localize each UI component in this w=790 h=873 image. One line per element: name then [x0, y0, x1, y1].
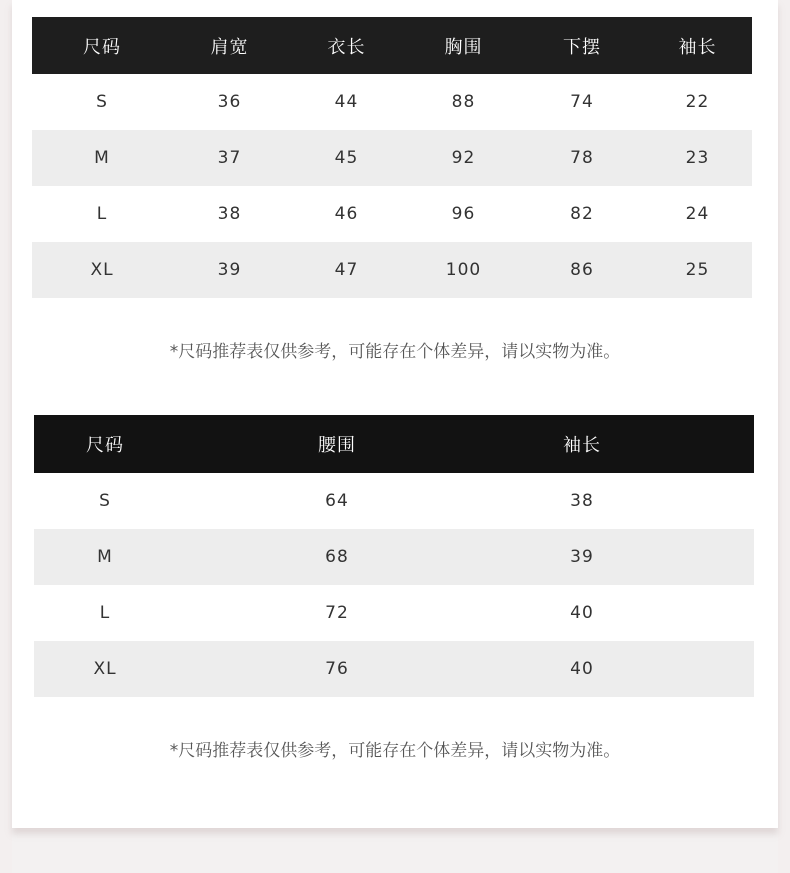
top-size-table	[32, 17, 752, 298]
page-margin-right	[778, 0, 790, 873]
header-size: 尺码	[86, 435, 124, 456]
cell-size: S	[34, 473, 176, 529]
page-margin-left	[0, 0, 12, 873]
table-header-row	[34, 415, 754, 473]
size-chart-card	[12, 0, 778, 828]
cell-chest: 96	[406, 186, 521, 242]
table-row	[32, 74, 752, 130]
cell-waist: 72	[176, 585, 498, 641]
header-sleeve-length: 袖长	[563, 435, 601, 456]
cell-hem: 82	[521, 186, 643, 242]
cell-spacer	[666, 529, 754, 585]
table-row	[32, 186, 752, 242]
header-size: 尺码	[83, 36, 121, 58]
cell-sleeve-length: 24	[643, 186, 752, 242]
cell-waist: 76	[176, 641, 498, 697]
bottom-size-table	[34, 415, 754, 697]
header-chest: 胸围	[444, 36, 483, 58]
cell-garment-length: 44	[287, 74, 406, 130]
cell-size: M	[32, 130, 172, 186]
table-row	[34, 473, 754, 529]
cell-size: XL	[34, 641, 176, 697]
header-waist: 腰围	[318, 435, 356, 456]
cell-garment-length: 45	[287, 130, 406, 186]
cell-sleeve-length: 40	[498, 641, 666, 697]
size-disclaimer-note: *尺码推荐表仅供参考，可能存在个体差异，请以实物为准。	[169, 741, 621, 761]
cell-size: S	[32, 74, 172, 130]
cell-hem: 86	[521, 242, 643, 298]
cell-sleeve-length: 38	[498, 473, 666, 529]
header-garment-length: 衣长	[327, 36, 366, 58]
cell-chest: 92	[406, 130, 521, 186]
cell-shoulder-width: 36	[172, 74, 287, 130]
cell-garment-length: 46	[287, 186, 406, 242]
table-row	[32, 130, 752, 186]
cell-size: L	[34, 585, 176, 641]
cell-size: M	[34, 529, 176, 585]
cell-sleeve-length: 40	[498, 585, 666, 641]
header-hem: 下摆	[563, 36, 601, 58]
cell-waist: 64	[176, 473, 498, 529]
cell-chest: 88	[406, 74, 521, 130]
header-spacer	[666, 415, 754, 473]
table-row	[32, 242, 752, 298]
table-row	[34, 529, 754, 585]
cell-sleeve-length: 22	[643, 74, 752, 130]
cell-hem: 74	[521, 74, 643, 130]
size-disclaimer-note: *尺码推荐表仅供参考，可能存在个体差异，请以实物为准。	[169, 342, 621, 362]
cell-garment-length: 47	[287, 242, 406, 298]
table-header-row	[32, 17, 752, 74]
cell-spacer	[666, 473, 754, 529]
header-shoulder-width: 肩宽	[210, 36, 249, 58]
cell-sleeve-length: 25	[643, 242, 752, 298]
cell-sleeve-length: 39	[498, 529, 666, 585]
cell-chest: 100	[406, 242, 521, 298]
cell-size: XL	[32, 242, 172, 298]
table-row	[34, 641, 754, 697]
cell-spacer	[666, 585, 754, 641]
cell-shoulder-width: 38	[172, 186, 287, 242]
cell-spacer	[666, 641, 754, 697]
cell-shoulder-width: 39	[172, 242, 287, 298]
table-row	[34, 585, 754, 641]
cell-shoulder-width: 37	[172, 130, 287, 186]
cell-hem: 78	[521, 130, 643, 186]
cell-sleeve-length: 23	[643, 130, 752, 186]
cell-waist: 68	[176, 529, 498, 585]
cell-size: L	[32, 186, 172, 242]
header-sleeve-length: 袖长	[678, 36, 717, 58]
